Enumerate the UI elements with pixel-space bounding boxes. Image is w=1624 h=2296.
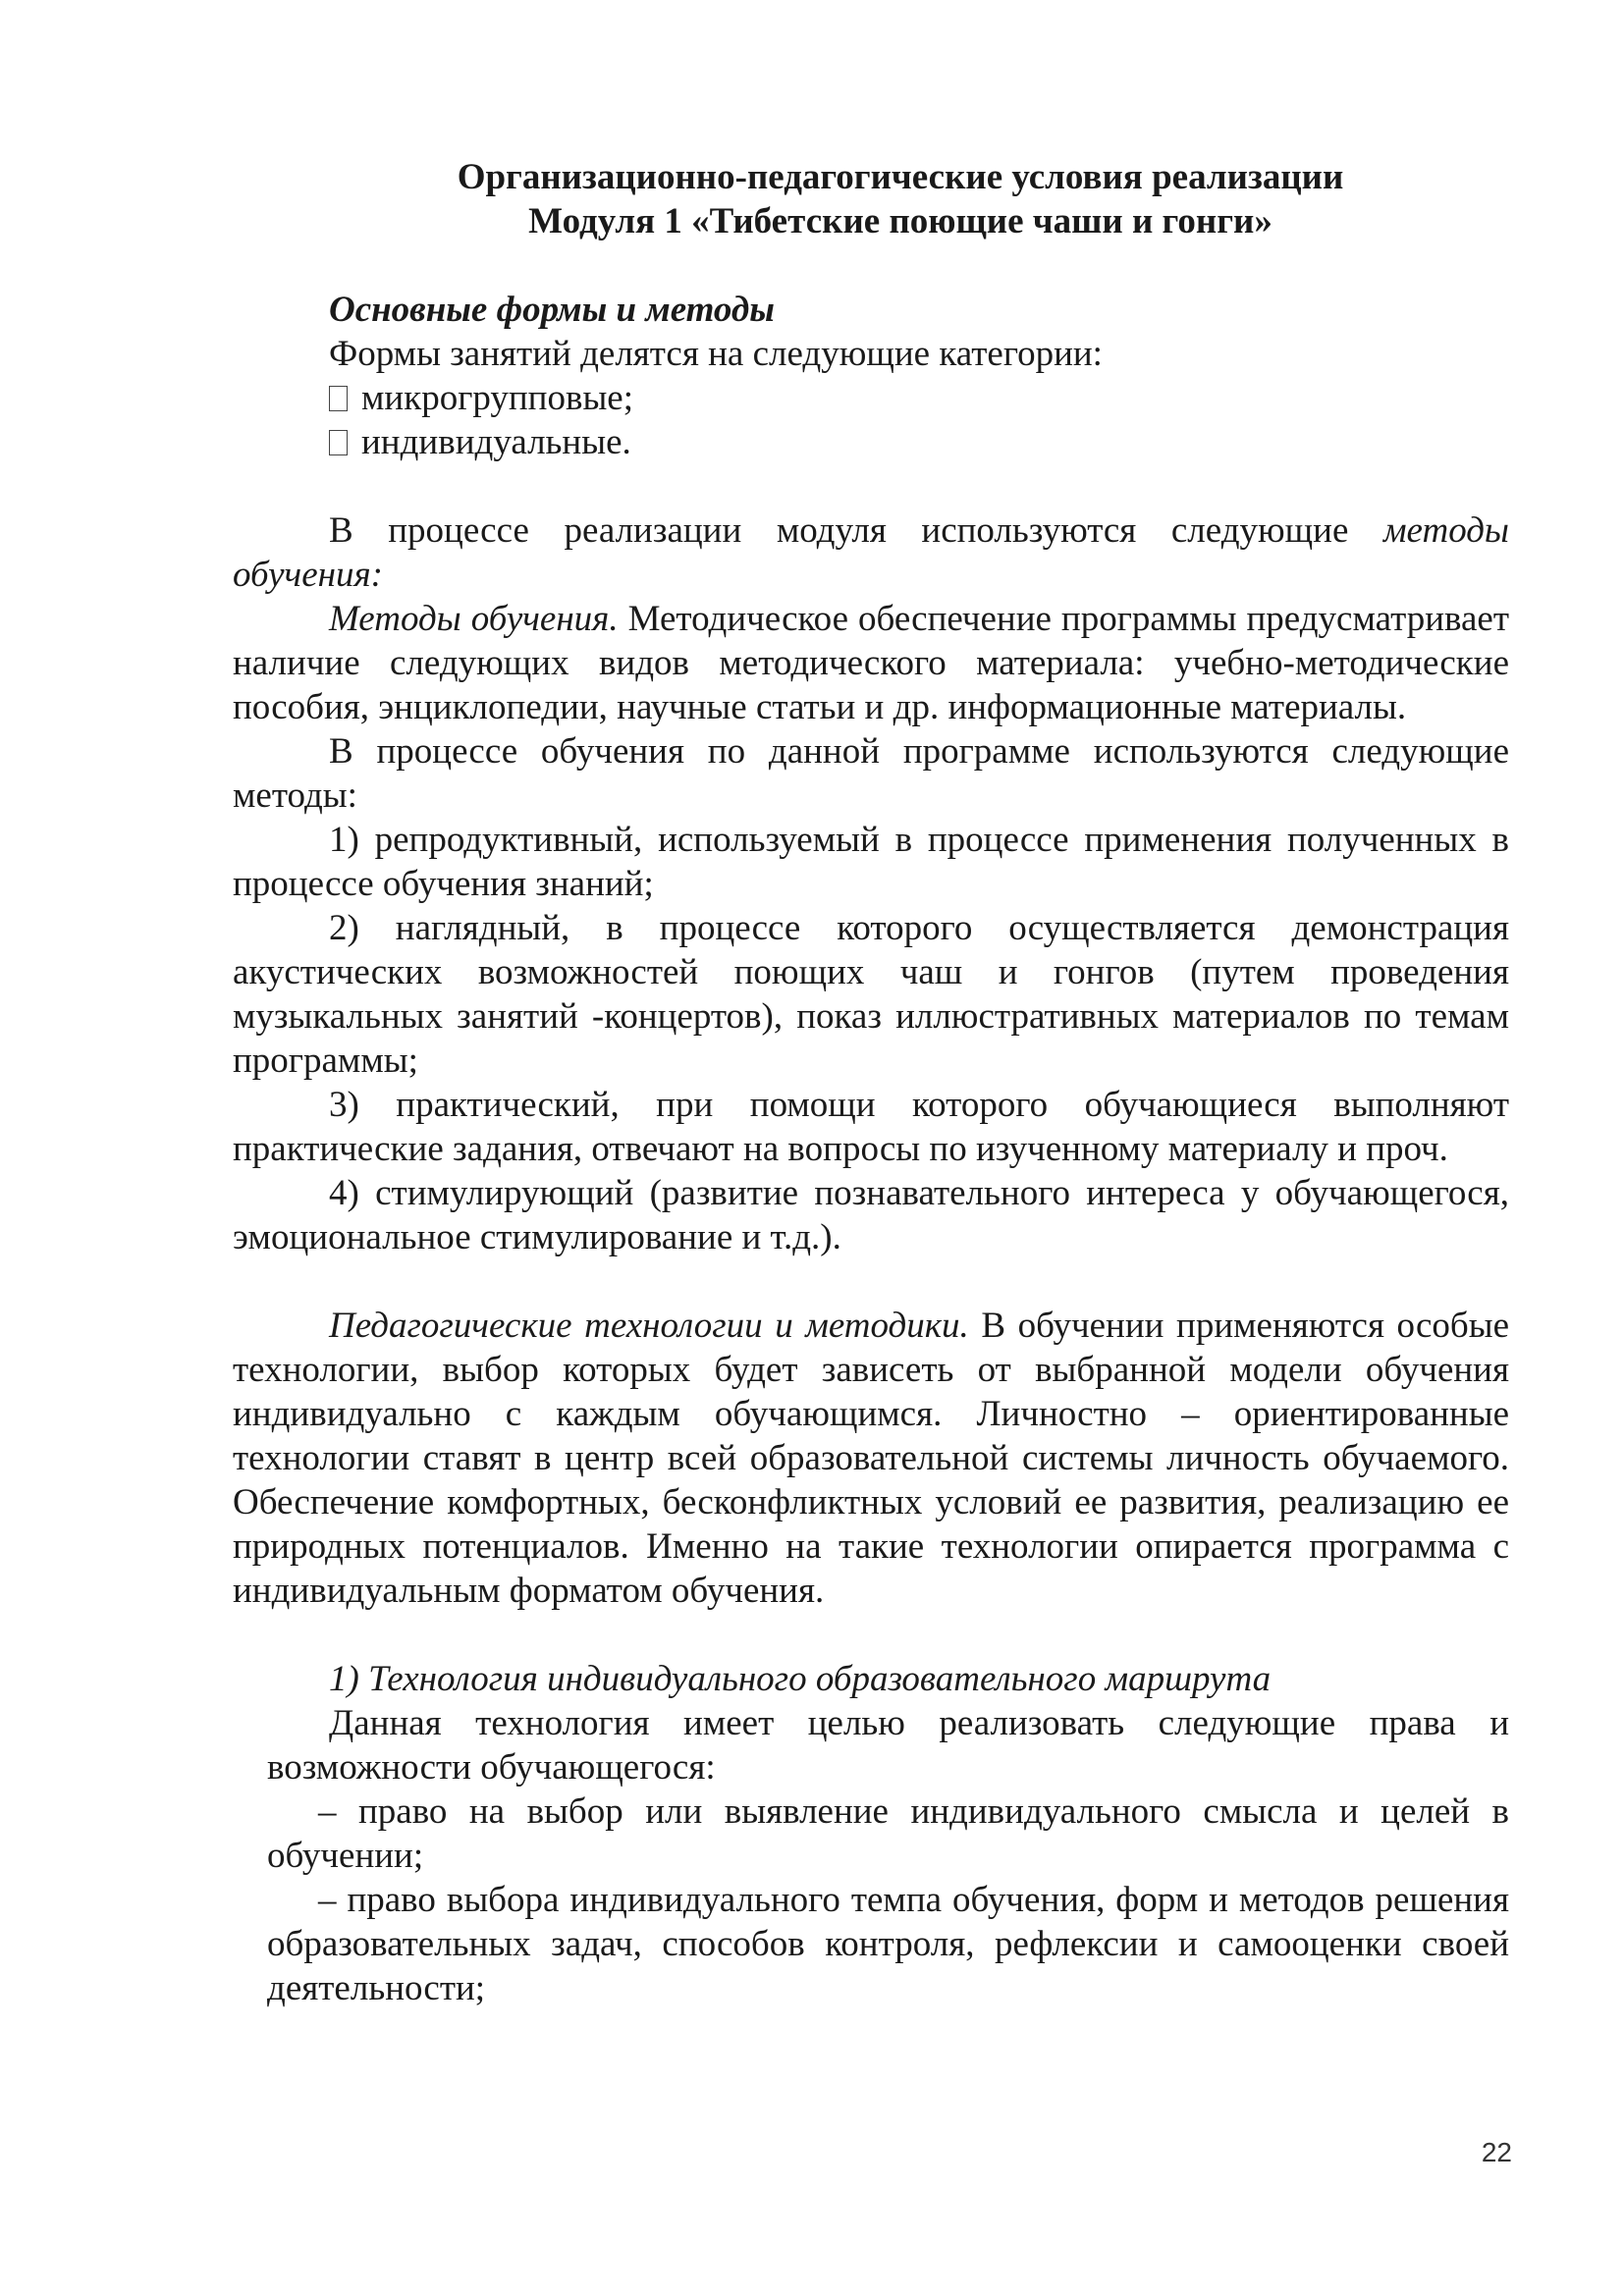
subsection-body	[233, 1701, 1509, 2010]
subsection-heading: 1) Технология индивидуального образовательного маршрута	[329, 1659, 1272, 1699]
list-item	[233, 376, 1509, 420]
methods-intro-italic: методы обучения:	[233, 510, 1509, 595]
methods-paragraph-italic: Методы обучения.	[329, 599, 619, 639]
subsection-list-item: – право выбора индивидуального темпа обучения, форм и методов решения образовательных задач, способов контроля, рефлексии и самооценки своей деятельности;	[267, 1880, 1509, 2008]
methods-intro-text: В процессе реализации модуля используются следующие	[329, 510, 1383, 551]
page-number: 22	[1481, 2137, 1512, 2167]
methods-paragraph-text: Методическое обеспечение программы предусматривает наличие следующих видов методического материала: учебно-методические пособия, энциклопедии, научные статьи и др. информационные материалы.	[233, 599, 1509, 727]
subsection-list-item: – право на выбор или выявление индивидуального смысла и целей в обучении;	[267, 1791, 1509, 1876]
page-title-line-2: Модуля 1 «Тибетские поющие чаши и гонги»	[528, 201, 1272, 241]
list-item-text: индивидуальные.	[361, 422, 631, 462]
technologies-paragraph-italic: Педагогические технологии и методики.	[329, 1306, 969, 1346]
methods-list-item: 3) практический, при помощи которого обучающиеся выполняют практические задания, отвечают на вопросы по изученному материалу и проч.	[233, 1085, 1509, 1169]
page-content	[233, 155, 1509, 2010]
page-title-line-1: Организационно-педагогические условия реализации	[457, 157, 1344, 197]
list-item	[233, 420, 1509, 464]
section-heading-forms: Основные формы и методы	[329, 290, 775, 330]
forms-intro: Формы занятий делятся на следующие категории:	[329, 334, 1103, 374]
checkbox-bullet-icon	[329, 430, 348, 455]
methods-paragraph	[233, 597, 1509, 729]
subsection-intro: Данная технология имеет целью реализовать следующие права и возможности обучающегося:	[267, 1703, 1509, 1788]
technologies-paragraph	[233, 1304, 1509, 1613]
methods-list-item: 1) репродуктивный, используемый в процессе применения полученных в процессе обучения знаний;	[233, 820, 1509, 904]
methods-list-intro: В процессе обучения по данной программе используются следующие методы:	[233, 731, 1509, 816]
checkbox-bullet-icon	[329, 386, 348, 411]
methods-intro-paragraph	[233, 508, 1509, 597]
list-item-text: микрогрупповые;	[361, 378, 634, 418]
methods-list-item: 4) стимулирующий (развитие познавательного интереса у обучающегося, эмоциональное стимулирование и т.д.).	[233, 1173, 1509, 1257]
methods-list-item: 2) наглядный, в процессе которого осуществляется демонстрация акустических возможностей поющих чаш и гонгов (путем проведения музыкальных занятий -концертов), показ иллюстративных материалов по темам программы;	[233, 908, 1509, 1081]
technologies-paragraph-text: В обучении применяются особые технологии, выбор которых будет зависеть от выбранной модели обучения индивидуально с каждым обучающимся. Личностно – ориентированные технологии ставят в центр всей образовательной системы личность обучаемого. Обеспечение комфортных, бесконфликтных условий ее развития, реализацию ее природных потенциалов. Именно на такие технологии опирается программа с индивидуальным форматом обучения.	[233, 1306, 1509, 1611]
